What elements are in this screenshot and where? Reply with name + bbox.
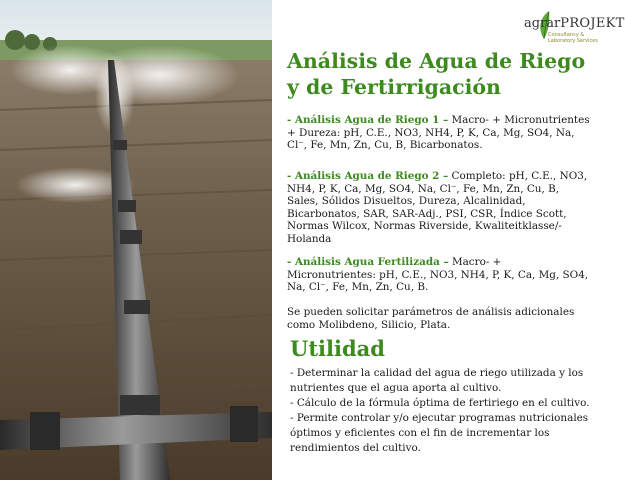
irrigation-photo bbox=[0, 0, 272, 480]
logo-tagline-2: Laboratory Services bbox=[548, 38, 598, 44]
list-item: - Determinar la calidad del agua de riego utilizada y los nutrientes que el agua aporta al cultivo. bbox=[290, 367, 584, 394]
analysis-heading: - Análisis Agua de Riego 2 – bbox=[287, 170, 449, 182]
analysis-item bbox=[287, 256, 592, 294]
analysis-heading: - Análisis Agua de Riego 1 – bbox=[287, 114, 449, 126]
page-title: Análisis de Agua de Riego y de Fertirrigación bbox=[287, 49, 586, 99]
analysis-text: Macro- + Micronutrientes + Dureza: pH, C.E., NO3, NH4, P, K, Ca, Mg, SO4, Na, Cl⁻, Fe, Mn, Zn, Cu, B, Bicarbonatos. bbox=[287, 114, 590, 152]
utilidad-heading: Utilidad bbox=[290, 336, 385, 361]
analysis-text: Macro- + Micronutrientes: pH, C.E., NO3, NH4, P, K, Ca, Mg, SO4, Na, Cl⁻, Fe, Mn, Zn, Cu, B. bbox=[287, 256, 589, 294]
utilidad-list bbox=[290, 366, 595, 456]
analysis-item bbox=[287, 170, 592, 246]
list-item: - Cálculo de la fórmula óptima de fertiriego en el cultivo. bbox=[290, 397, 590, 409]
analysis-heading: - Análisis Agua Fertilizada – bbox=[287, 256, 449, 268]
company-logo bbox=[524, 6, 625, 48]
analysis-text: Completo: pH, C.E., NO3, NH4, P, K, Ca, Mg, SO4, Na, Cl⁻, Fe, Mn, Zn, Cu, B, Sales, Sólidos Disueltos, Dureza, Alcalinidad, Bicarbonatos, SAR, SAR-Adj., PSI, CSR, Índice Scott, Normas Wilcox, Normas Riverside, Kwaliteitklasse/-Holanda bbox=[287, 170, 588, 245]
logo-tagline-1: Consultancy & bbox=[548, 32, 585, 38]
additional-note: Se pueden solicitar parámetros de análisis adicionales como Molibdeno, Silicio, Plata. bbox=[287, 306, 575, 331]
analysis-item bbox=[287, 114, 592, 152]
logo-brand: agrar bbox=[524, 16, 561, 31]
list-item: - Permite controlar y/o ejecutar programas nutricionales óptimos y eficientes con el fin de incrementar los rendimientos del cultivo. bbox=[290, 412, 589, 454]
logo-brand2: PROJEKT bbox=[560, 16, 625, 31]
